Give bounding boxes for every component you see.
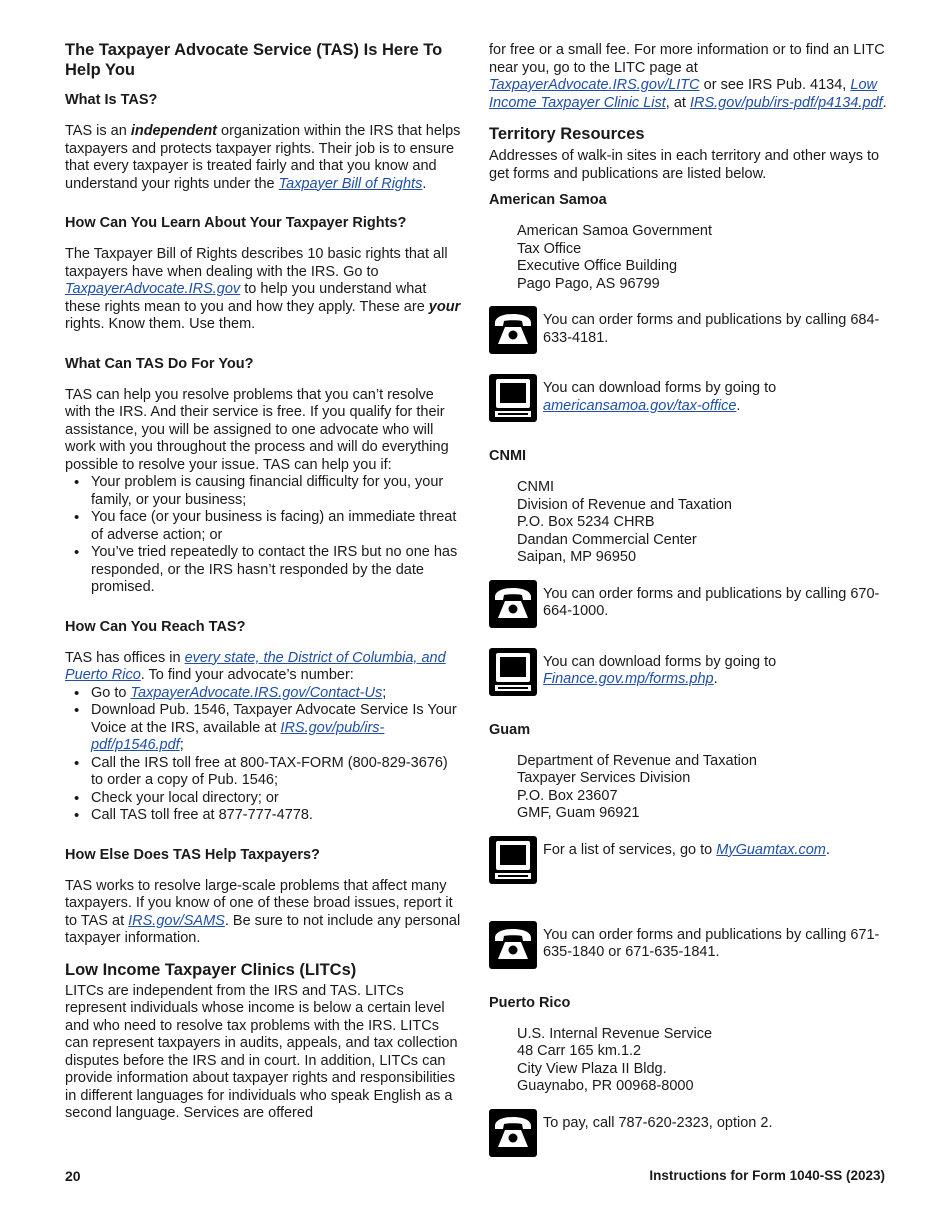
learn-rights-heading: How Can You Learn About Your Taxpayer Rights? — [65, 215, 407, 231]
what-is-tas-paragraph: TAS is an independent organization within the IRS that helps taxpayers and protects taxpayer rights. Their job is to ensure that every taxpayer is treated fairly and that you know and understand your rights under the Taxpayer Bill of Rights. — [65, 123, 461, 192]
form-title: Instructions for Form 1040-SS (2023) — [649, 1168, 885, 1183]
cnmi-web-row — [489, 654, 889, 696]
list-item: • Call the IRS toll free at 800-TAX-FORM (800-829-3676) to order a copy of Pub. 1546; — [91, 755, 463, 790]
list-item: • You’ve tried repeatedly to contact the IRS but no one has responded, or the IRS hasn’t responded by the date promised. — [91, 544, 463, 597]
address-line: GMF, Guam 96921 — [517, 805, 640, 821]
address-line: Department of Revenue and Taxation — [517, 752, 757, 769]
telephone-icon — [489, 306, 537, 354]
cnmi-forms-link[interactable]: Finance.gov.mp/forms.php — [543, 671, 714, 687]
american-samoa-web-row — [489, 380, 889, 422]
american-samoa-heading: American Samoa — [489, 192, 607, 208]
address-line: CNMI — [517, 479, 555, 495]
pub-4134-link[interactable]: IRS.gov/pub/irs-pdf/p4134.pdf — [689, 94, 883, 111]
american-samoa-phone-text: You can order forms and publications by calling 684-633-4181. — [543, 312, 880, 346]
american-samoa-web-text: You can download forms by going to americansamoa.gov/tax-office. — [543, 380, 777, 414]
address-line: Taxpayer Services Division — [517, 770, 691, 786]
litc-page-link[interactable]: TaxpayerAdvocate.IRS.gov/LITC — [489, 77, 700, 93]
reach-tas-list — [65, 685, 463, 825]
tas-offices-link[interactable]: every state, the District of Columbia, and Puerto Rico — [65, 649, 446, 683]
address-line: Pago Pago, AS 96799 — [517, 275, 660, 292]
taxpayer-advocate-link[interactable]: TaxpayerAdvocate.IRS.gov — [65, 281, 241, 297]
telephone-icon — [489, 921, 537, 969]
cnmi-address — [489, 479, 889, 567]
litc-continued-paragraph: for free or a small fee. For more information or to find an LITC near you, go to the LITC page at TaxpayerAdvocate.IRS.gov/LITC or see IRS Pub. 4134, Low Income Taxpayer Clinic List, at IRS.gov/pub/irs-pdf/p4134.pdf. — [489, 42, 887, 111]
puerto-rico-phone-text: To pay, call 787-620-2323, option 2. — [543, 1114, 773, 1131]
american-samoa-phone-row — [489, 312, 889, 354]
what-can-tas-do-paragraph: TAS can help you resolve problems that you can’t resolve with the IRS. And their service is free. If you qualify for their assistance, you will be assigned to one advocate who will work with you throughout the process and will do everything possible to resolve your issue. TAS can help you if: — [65, 386, 449, 473]
litc-heading: Low Income Taxpayer Clinics (LITCs) — [65, 960, 357, 979]
cnmi-web-text: You can download forms by going to Finance.gov.mp/forms.php. — [543, 653, 777, 687]
guam-web-row — [489, 842, 889, 884]
puerto-rico-phone-row — [489, 1115, 889, 1157]
list-item: • Go to TaxpayerAdvocate.IRS.gov/Contact-Us; — [91, 685, 463, 703]
litc-paragraph: LITCs are independent from the IRS and TAS. LITCs represent individuals whose income is below a certain level and who need to resolve tax problems with the IRS. LITCs can represent taxpayers in audits, appeals, and tax collection disputes before the IRS and in court. In addition, LITCs can provide information about taxpayer rights and responsibilities in different languages for individuals who speak English as a second language. Services are offered — [65, 982, 458, 1121]
left-column — [65, 40, 463, 1123]
puerto-rico-address — [489, 1026, 889, 1096]
address-line: Dandan Commercial Center — [517, 531, 697, 548]
address-line: American Samoa Government — [517, 223, 713, 239]
address-line: P.O. Box 5234 CHRB — [517, 514, 655, 530]
computer-icon — [489, 374, 537, 422]
guam-phone-text: You can order forms and publications by calling 671-635-1840 or 671-635-1841. — [543, 926, 880, 960]
list-item: • Check your local directory; or — [91, 790, 463, 808]
tas-help-list — [65, 474, 463, 597]
cnmi-phone-row — [489, 586, 889, 628]
sams-link[interactable]: IRS.gov/SAMS — [128, 912, 225, 929]
guam-heading: Guam — [489, 721, 531, 738]
else-help-heading: How Else Does TAS Help Taxpayers? — [65, 846, 320, 863]
computer-icon — [489, 648, 537, 696]
list-item: • Call TAS toll free at 877-777-4778. — [91, 807, 463, 825]
else-help-paragraph: TAS works to resolve large-scale problems that affect many taxpayers. If you know of one of these broad issues, report it to TAS at IRS.gov/SAMS. Be sure to not include any personal taxpayer information. — [65, 877, 461, 946]
address-line: Tax Office — [517, 240, 582, 257]
myguamtax-link[interactable]: MyGuamtax.com — [716, 841, 826, 858]
territory-paragraph: Addresses of walk-in sites in each territory and other ways to get forms and publications are listed below. — [489, 148, 880, 182]
list-item: • You face (or your business is facing) an immediate threat of adverse action; or — [91, 509, 463, 544]
reach-tas-heading: How Can You Reach TAS? — [65, 618, 246, 635]
taxpayer-bill-of-rights-link[interactable]: Taxpayer Bill of Rights — [278, 175, 423, 192]
guam-web-text: For a list of services, go to MyGuamtax.com. — [543, 841, 830, 858]
cnmi-phone-text: You can order forms and publications by calling 670-664-1000. — [543, 585, 880, 619]
address-line: City View Plaza II Bldg. — [517, 1060, 667, 1077]
computer-icon — [489, 836, 537, 884]
american-samoa-tax-link[interactable]: americansamoa.gov/tax-office — [543, 397, 737, 414]
guam-phone-row — [489, 927, 889, 969]
telephone-icon — [489, 580, 537, 628]
address-line: P.O. Box 23607 — [517, 787, 618, 804]
address-line: Guaynabo, PR 00968-8000 — [517, 1078, 694, 1094]
address-line: Executive Office Building — [517, 258, 678, 274]
cnmi-heading: CNMI — [489, 448, 527, 464]
address-line: 48 Carr 165 km.1.2 — [517, 1043, 642, 1059]
page-number: 20 — [65, 1168, 81, 1184]
list-item: • Your problem is causing financial difficulty for you, your family, or your business; — [91, 474, 463, 509]
pub-1546-link[interactable]: IRS.gov/pub/irs-pdf/p1546.pdf — [91, 719, 385, 753]
puerto-rico-heading: Puerto Rico — [489, 994, 571, 1011]
what-is-tas-heading: What Is TAS? — [65, 92, 158, 108]
learn-rights-paragraph: The Taxpayer Bill of Rights describes 10 basic rights that all taxpayers have when dealing with the IRS. Go to TaxpayerAdvocate.IRS.gov to help you understand what these rights mean to you and how they apply. These are your rights. Know them. Use them. — [65, 246, 461, 332]
right-column — [489, 40, 889, 1157]
territory-heading: Territory Resources — [489, 125, 645, 143]
list-item: • Download Pub. 1546, Taxpayer Advocate Service Is Your Voice at the IRS, available at IRS.gov/pub/irs-pdf/p1546.pdf; — [91, 702, 463, 755]
guam-address — [489, 753, 889, 823]
contact-us-link[interactable]: TaxpayerAdvocate.IRS.gov/Contact-Us — [130, 684, 383, 701]
address-line: Saipan, MP 96950 — [517, 549, 637, 565]
tas-title: The Taxpayer Advocate Service (TAS) Is Here To Help You — [65, 41, 443, 79]
litc-list-link[interactable]: Low Income Taxpayer Clinic List — [489, 77, 877, 111]
address-line: U.S. Internal Revenue Service — [517, 1025, 713, 1042]
reach-tas-paragraph: TAS has offices in every state, the District of Columbia, and Puerto Rico. To find your advocate’s number: — [65, 649, 446, 683]
address-line: Division of Revenue and Taxation — [517, 496, 732, 513]
telephone-icon — [489, 1109, 537, 1157]
american-samoa-address — [489, 223, 889, 293]
what-can-tas-do-heading: What Can TAS Do For You? — [65, 355, 254, 372]
